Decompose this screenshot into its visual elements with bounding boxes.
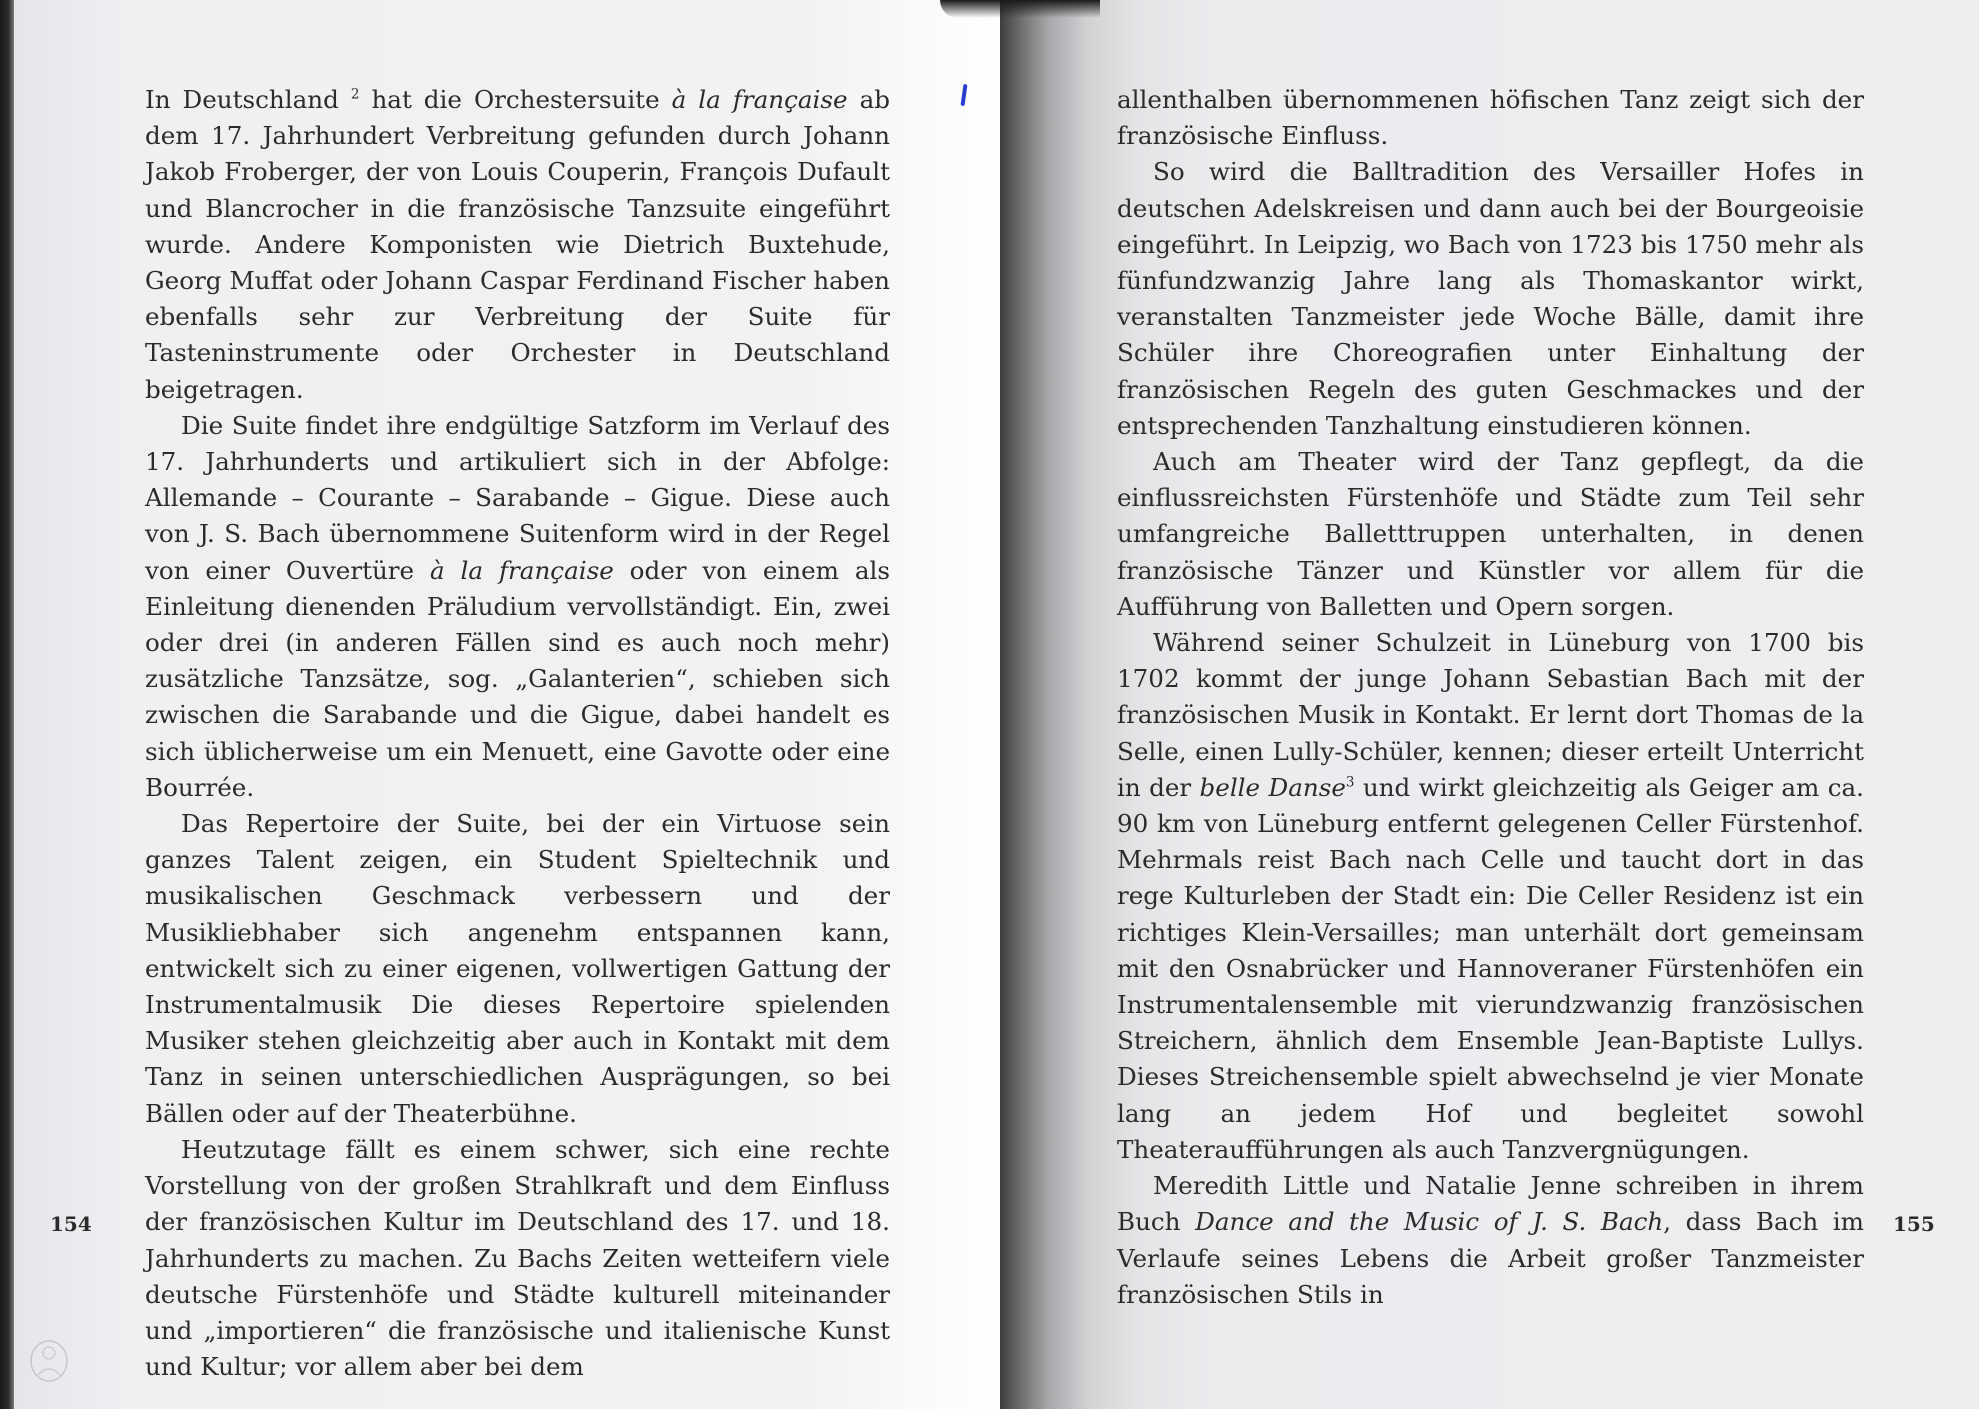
- text-run: Während seiner Schulzeit in Lüneburg von 1700 bis 1702 kommt der junge Johann Sebastian Bach mit der französischen Musik in Kontakt. Er lernt dort Thomas de la Selle, einen Lully-Schüler, kennen; dieser erteilt Unterricht in der: [1117, 628, 1864, 802]
- paragraph: [145, 408, 890, 806]
- text-run: Heutzutage fällt es einem schwer, sich eine rechte Vorstellung von der großen Strahlkraft und dem Einfluss der französischen Kultur im Deutschland des 17. und 18. Jahrhunderts zu machen. Zu Bachs Zeiten wetteifern viele deutsche Fürstenhöfe und Städte kulturell miteinander und „importieren“ die französische und italienische Kunst und Kultur; vor allem aber bei dem: [145, 1134, 890, 1382]
- text-run: So wird die Balltradition des Versailler Hofes in deutschen Adelskreisen und dann auch bei der Bourgeoisie eingeführt. In Leipzig, wo Bach von 1723 bis 1750 mehr als fünfundzwanzig Jahre lang als Thomaskantor wirkt, veranstalten Tanzmeister jede Woche Bälle, damit ihre Schüler ihre Choreografien unter Einhaltung der französischen Regeln des guten Geschmackes und der entsprechenden Tanzhaltung einstudieren können.: [1117, 157, 1864, 440]
- text-run: allenthalben übernommenen höfischen Tanz zeigt sich der französische Einfluss.: [1117, 85, 1864, 151]
- text-run: hat die Orchestersuite: [359, 85, 672, 114]
- italic-text: Dance and the Music of J. S. Bach: [1195, 1207, 1664, 1237]
- text-run: Meredith Little und Natalie Jenne schreiben in ihrem Buch: [1117, 1171, 1864, 1237]
- binding-edge: [0, 0, 14, 1409]
- left-page-text: [145, 82, 890, 1385]
- page-number-left: 154: [50, 1212, 92, 1236]
- footnote-marker: 2: [350, 86, 360, 103]
- italic-text: à la française: [671, 85, 848, 114]
- paragraph: [1117, 1168, 1864, 1313]
- gutter-shadow: [940, 0, 1100, 18]
- text-run: , dass Bach im Verlaufe seines Lebens die Arbeit großer Tanzmeister französischen Stils in: [1117, 1207, 1864, 1309]
- paragraph: [1117, 82, 1864, 154]
- text-run: In Deutschland: [145, 85, 351, 114]
- text-run: ab dem 17. Jahrhundert Verbreitung gefunden durch Johann Jakob Froberger, der von Louis Couperin, François Dufault und Blancrocher in die französische Tanzsuite eingeführt wurde. Andere Komponisten wie Dietrich Buxtehude, Georg Muffat oder Johann Caspar Ferdinand Fischer haben ebenfalls sehr zur Verbreitung der Suite für Tasteninstrumente oder Orchester in Deutschland beigetragen.: [145, 85, 890, 404]
- text-run: und wirkt gleichzeitig als Geiger am ca. 90 km von Lüneburg entfernt gelegenen Celler Fürstenhof. Mehrmals reist Bach nach Celle und taucht dort in das rege Kulturleben der Stadt ein: Die Celler Residenz ist ein richtiges Klein-Versailles; man unterhält dort gemeinsam mit den Osnabrücker und Hannoveraner Fürstenhöfen ein Instrumentalensemble mit vierundzwanzig französischen Streichern, ähnlich dem Ensemble Jean-Baptiste Lullys. Dieses Streichensemble spielt abwechselnd je vier Monate lang an jedem Hof und begleitet sowohl Theateraufführungen als auch Tanzvergnügungen.: [1117, 772, 1864, 1164]
- stamp-icon: [26, 1335, 72, 1385]
- italic-text: à la française: [430, 555, 614, 585]
- paragraph: [145, 82, 890, 408]
- text-run: Die Suite findet ihre endgültige Satzform im Verlauf des 17. Jahrhunderts und artikuliert sich in der Abfolge: Allemande – Courante – Sarabande – Gigue. Diese auch von J. S. Bach übernommene Suitenform wird in der Regel von einer Ouvertüre: [145, 410, 890, 585]
- footnote-marker: 3: [1345, 774, 1355, 791]
- right-page-text: [1117, 82, 1864, 1313]
- italic-text: belle Danse: [1199, 772, 1346, 802]
- paragraph: [1117, 444, 1864, 625]
- page-number-right: 155: [1893, 1212, 1935, 1236]
- text-run: Das Repertoire der Suite, bei der ein Virtuose sein ganzes Talent zeigen, ein Student Spieltechnik und musikalischen Geschmack verbessern und der Musikliebhaber sich angenehm entspannen kann, entwickelt sich zu einer eigenen, vollwertigen Gattung der Instrumentalmusik Die dieses Repertoire spielenden Musiker stehen gleichzeitig aber auch in Kontakt mit dem Tanz in seinen unterschiedlichen Ausprägungen, so bei Bällen oder auf der Theaterbühne.: [145, 809, 890, 1128]
- paragraph: [1117, 625, 1864, 1168]
- text-run: Auch am Theater wird der Tanz gepflegt, da die einflussreichsten Fürstenhöfe und Städte zum Teil sehr umfangreiche Balletttruppen unterhalten, in denen französische Tänzer und Künstler vor allem für die Aufführung von Balletten und Opern sorgen.: [1117, 447, 1864, 621]
- paragraph: [145, 806, 890, 1132]
- paragraph: [145, 1132, 890, 1385]
- paragraph: [1117, 154, 1864, 444]
- text-run: oder von einem als Einleitung dienenden Präludium vervollständigt. Ein, zwei oder drei (in anderen Fällen sind es auch noch mehr) zusätzliche Tanzsätze, sog. „Galanterien“, schieben sich zwischen die Sarabande und die Gigue, dabei handelt es sich üblicherweise um ein Menuett, eine Gavotte oder eine Bourrée.: [145, 555, 890, 802]
